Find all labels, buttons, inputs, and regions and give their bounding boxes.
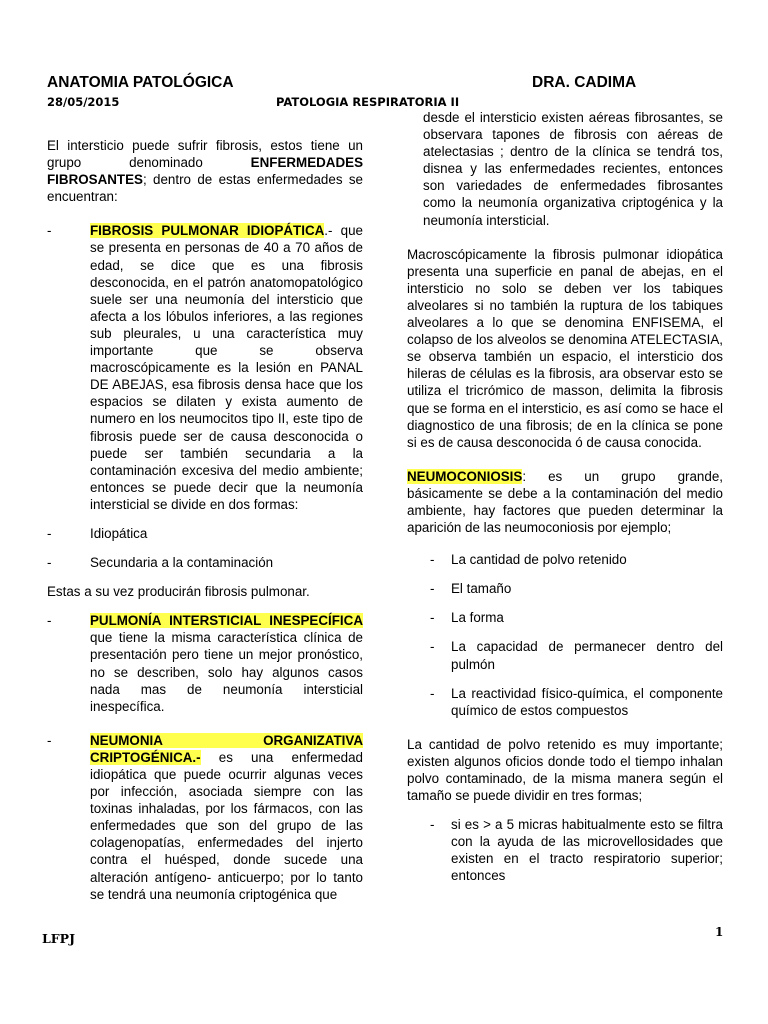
- neumoconiosis-paragraph: [407, 468, 723, 536]
- document-date: 28/05/2015: [47, 95, 120, 109]
- factor-item: [407, 609, 723, 626]
- summary-sentence: Estas a su vez producirán fibrosis pulmonar.: [47, 584, 310, 600]
- intro-term: ENFERMEDADES FIBROSANTES: [47, 155, 363, 188]
- bullet-dash: -: [47, 613, 52, 629]
- neumonia-description: es una enfermedad idiopática que puede ocurrir algunas veces por infección, asociada siempre con las toxinas inhaladas, por los fármacos, con las enfermedades que son del grupo de las colagenopatías, enfermedades del injerto contra el huésped, donde sucede una alteración antígeno- anticuerpo; por lo tanto se tendrá una neumonía criptogénica que: [90, 749, 363, 902]
- factor-text: La cantidad de polvo retenido: [451, 552, 627, 568]
- list-item-neumonia: [47, 732, 363, 903]
- factor-text: La capacidad de permanecer dentro del pulmón: [451, 639, 723, 672]
- factor-text: El tamaño: [451, 581, 512, 597]
- bullet-dash: -: [430, 610, 435, 626]
- factor-item: [407, 685, 723, 719]
- intro-text: El intersticio puede sufrir fibrosis, estos tiene un grupo denominado: [47, 138, 363, 171]
- list-item-fibrosis: [47, 222, 363, 513]
- bullet-dash: -: [430, 817, 435, 833]
- author-name: DRA. CADIMA: [532, 74, 637, 91]
- term-fibrosis-pulmonar: FIBROSIS PULMONAR IDIOPÁTICA: [90, 223, 325, 239]
- bullet-dash: -: [47, 732, 52, 748]
- size-text: si es > a 5 micras habitualmente esto se filtra con la ayuda de las microvellosidades que existen en el tracto respiratorio superior; entonces: [451, 817, 723, 884]
- list-item-pulmonia: [47, 612, 363, 715]
- intro-text-end: ; dentro de estas enfermedades se encuentran:: [47, 172, 363, 205]
- list-item-form-2: [47, 554, 363, 571]
- bullet-dash: -: [47, 525, 52, 541]
- bullet-dash: -: [47, 555, 52, 571]
- form-text: Idiopática: [90, 525, 148, 541]
- form-text: Secundaria a la contaminación: [90, 555, 274, 571]
- factor-item: [407, 580, 723, 597]
- macroscopic-paragraph: Macroscópicamente la fibrosis pulmonar idiopática presenta una superficie en panal de abejas, en el intersticio no solo se deben ver los tabiques alveolares si no también la ruptura de los tabiques alveolares a lo que se denomina ENFISEMA, el colapso de los alveolos se denomina ATELECTASIA, se observa también un espacio, el intersticio dos hileras de células es la fibrosis, ara observar esto se utiliza el tricrómico de masson, delimita la fibrosis que se forma en el intersticio, es así como se hace el diagnostico de una fibrosis; de en la clínica se pone si es de causa desconocida ó de causa conocida.: [407, 246, 723, 450]
- page-number: 1: [715, 925, 724, 939]
- document-title: ANATOMIA PATOLÓGICA: [47, 74, 234, 91]
- factor-text: La reactividad físico-química, el componente químico de estos compuestos: [451, 685, 723, 718]
- fibrosis-description: .- que se presenta en personas de 40 a 70 años de edad, se dice que es una fibrosis desconocida, en el patrón anatomopatológico suele ser una neumonía del intersticio que afecta a los lóbulos inferiores, a las regiones sub pleurales, u una característica muy importante que se observa macroscópicamente es la lesión en PANAL DE ABEJAS, esa fibrosis densa hace que los espacios se dilaten y exista aumento de numero en los neumocitos tipo II, este tipo de fibrosis puede ser de causa desconocida o puede ser también secundaria a la contaminación excesiva del medio ambiente; entonces se puede decir que la neumonía intersticial se divide en dos formas:: [90, 223, 363, 512]
- term-neumoconiosis: NEUMOCONIOSIS: [407, 468, 523, 484]
- list-item-form-1: [47, 525, 363, 542]
- intro-paragraph: [47, 137, 363, 205]
- term-neumonia-organizativa: NEUMONIA ORGANIZATIVA CRIPTOGÉNICA.-: [90, 732, 363, 765]
- factor-item: [407, 551, 723, 568]
- right-column: [407, 109, 723, 885]
- bullet-dash: -: [430, 685, 435, 701]
- footer-initials: LFPJ: [42, 931, 75, 946]
- factor-item: [407, 638, 723, 672]
- neumoconiosis-description: : es un grupo grande, básicamente se debe a la contaminación del medio ambiente, hay factores que pueden determinar la aparición de las neumoconiosis por ejemplo;: [407, 468, 723, 536]
- left-column: [47, 137, 363, 903]
- continued-paragraph: desde el intersticio existen aéreas fibrosantes, se observara tapones de fibrosis con aéreas de atelectasias ; dentro de la clínica se tendrá tos, disnea y las enfermedades recientes, entonces son variedades de enfermedades fibrosantes como la neumonía organizativa criptogénica y la neumonía intersticial.: [423, 110, 723, 228]
- document-subject: PATOLOGIA RESPIRATORIA II: [276, 95, 460, 109]
- bullet-dash: -: [430, 639, 435, 655]
- factor-text: La forma: [451, 610, 504, 626]
- bullet-dash: -: [430, 581, 435, 597]
- polvo-paragraph: La cantidad de polvo retenido es muy importante; existen algunos oficios donde todo el tiempo inhalan polvo contaminado, de la misma manera según el tamaño se puede dividir en tres formas;: [407, 736, 723, 804]
- pulmonia-description: que tiene la misma característica clínica de presentación pero tiene un mejor pronóstico, no se describen, solo hay algunos casos nada mas de neumonía intersticial inespecífica.: [90, 630, 363, 714]
- term-pulmonia-intersticial: PULMONÍA INTERSTICIAL INESPECÍFICA: [90, 613, 363, 629]
- size-item: [407, 816, 723, 884]
- bullet-dash: -: [430, 552, 435, 568]
- bullet-dash: -: [47, 223, 52, 239]
